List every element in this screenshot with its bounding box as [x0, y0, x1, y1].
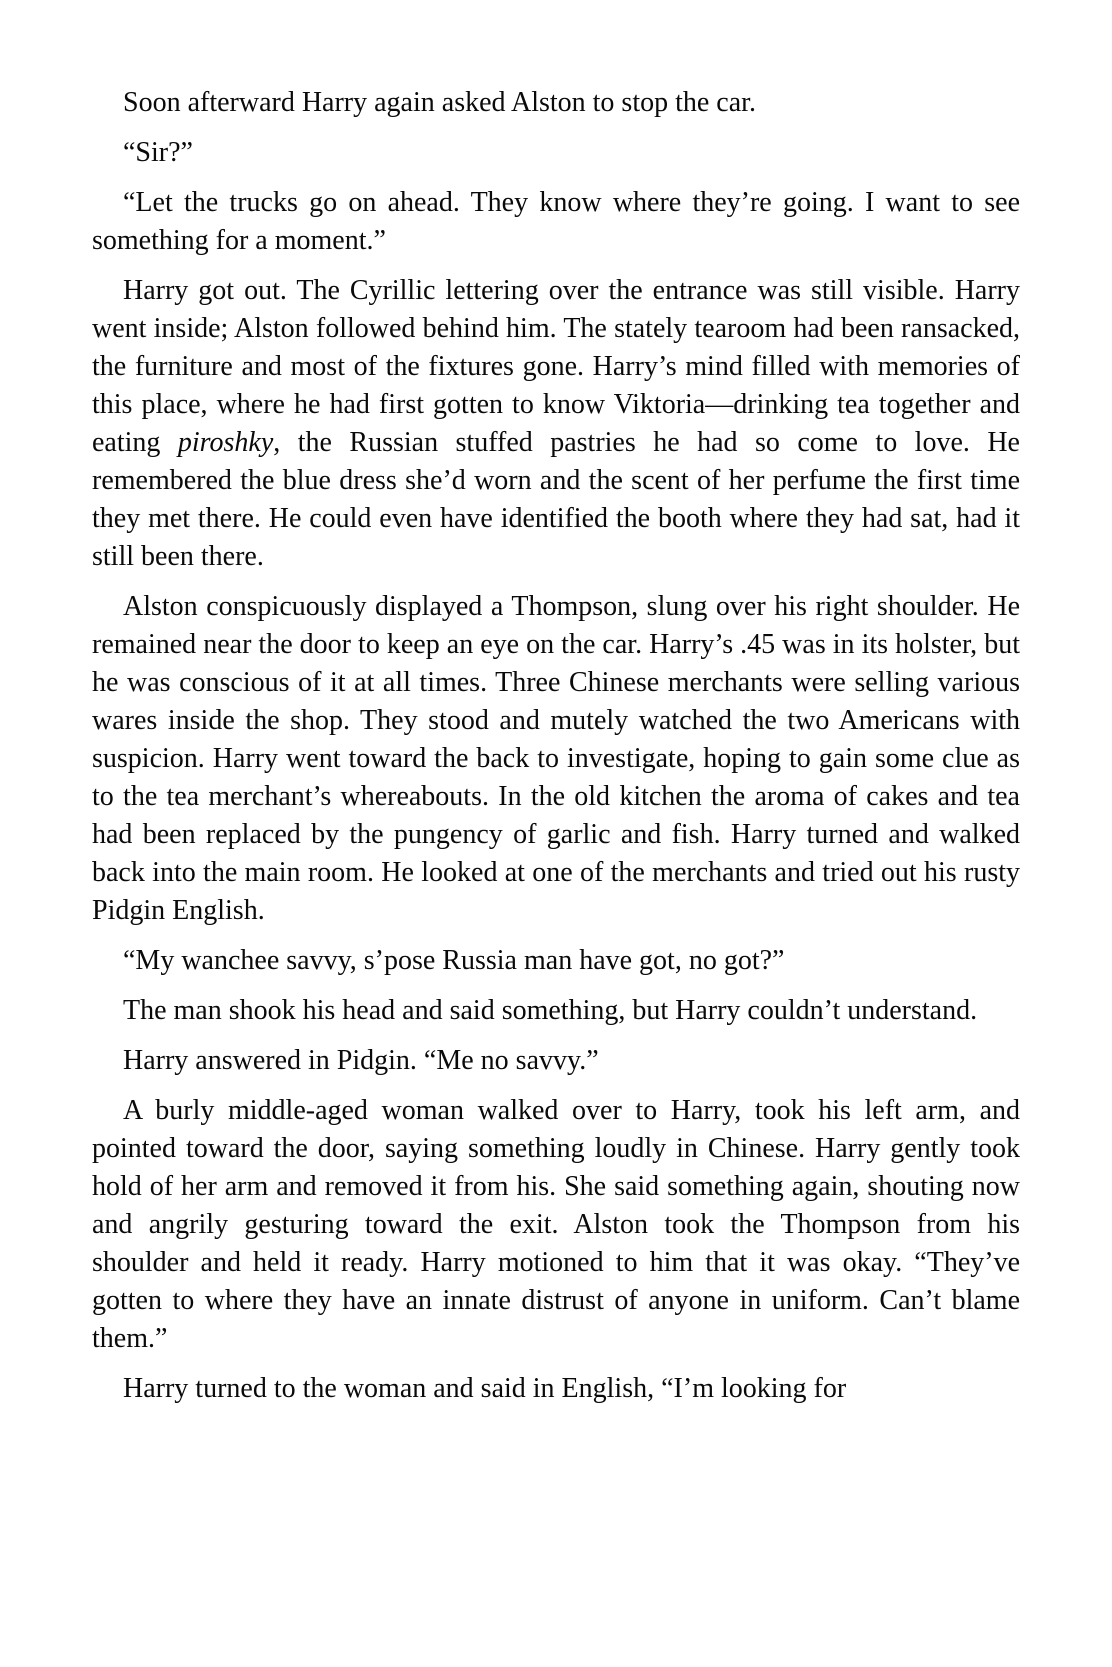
- paragraph: [92, 84, 1020, 122]
- italic-text-segment: piroshky: [177, 427, 274, 458]
- text-segment: “Sir?”: [123, 137, 193, 168]
- text-segment: Alston conspicuously displayed a Thompson, slung over his right shoulder. He remained near the door to keep an eye on the car. Harry’s .45 was in its holster, but he was conscious of it at all times. Three Chinese merchants were selling various wares inside the shop. They stood and mutely watched the two Americans with suspicion. Harry went toward the back to investigate, hoping to gain some clue as to the tea merchant’s whereabouts. In the old kitchen the aroma of cakes and tea had been replaced by the pungency of garlic and fish. Harry turned and walked back into the main room. He looked at one of the merchants and tried out his rusty Pidgin English.: [92, 591, 1020, 926]
- text-segment: “Let the trucks go on ahead. They know where they’re going. I want to see something for a moment.”: [92, 187, 1020, 256]
- text-segment: The man shook his head and said something, but Harry couldn’t understand.: [123, 995, 978, 1026]
- text-segment: Harry got out. The Cyrillic lettering over the entrance was still visible. Harry went inside; Alston followed behind him. The stately tearoom had been ransacked, the furniture and most of the fixtures gone. Harry’s mind filled with memories of this place, where he had first gotten to know Viktoria—drinking tea together and eating: [92, 275, 1020, 458]
- text-segment: Soon afterward Harry again asked Alston to stop the car.: [123, 87, 756, 118]
- paragraph: [92, 1042, 1020, 1080]
- paragraph: [92, 134, 1020, 172]
- text-segment: A burly middle-aged woman walked over to Harry, took his left arm, and pointed toward the door, saying something loudly in Chinese. Harry gently took hold of her arm and removed it from his. She said something again, shouting now and angrily gesturing toward the exit. Alston took the Thompson from his shoulder and held it ready. Harry motioned to him that it was okay. “They’ve gotten to where they have an innate distrust of anyone in uniform. Can’t blame them.”: [92, 1095, 1020, 1354]
- text-segment: , the Russian stuffed pastries he had so come to love. He remembered the blue dress she’d worn and the scent of her perfume the first time they met there. He could even have identified the booth where they had sat, had it still been there.: [92, 427, 1020, 572]
- paragraph: [92, 588, 1020, 930]
- paragraph: [92, 1370, 1020, 1408]
- text-column: [92, 84, 1020, 1408]
- paragraph: [92, 272, 1020, 576]
- paragraph: [92, 184, 1020, 260]
- text-segment: Harry turned to the woman and said in English, “I’m looking for: [123, 1373, 847, 1404]
- paragraph: [92, 942, 1020, 980]
- text-segment: Harry answered in Pidgin. “Me no savvy.”: [123, 1045, 599, 1076]
- text-segment: “My wanchee savvy, s’pose Russia man have got, no got?”: [123, 945, 785, 976]
- paragraph: [92, 992, 1020, 1030]
- paragraph: [92, 1092, 1020, 1358]
